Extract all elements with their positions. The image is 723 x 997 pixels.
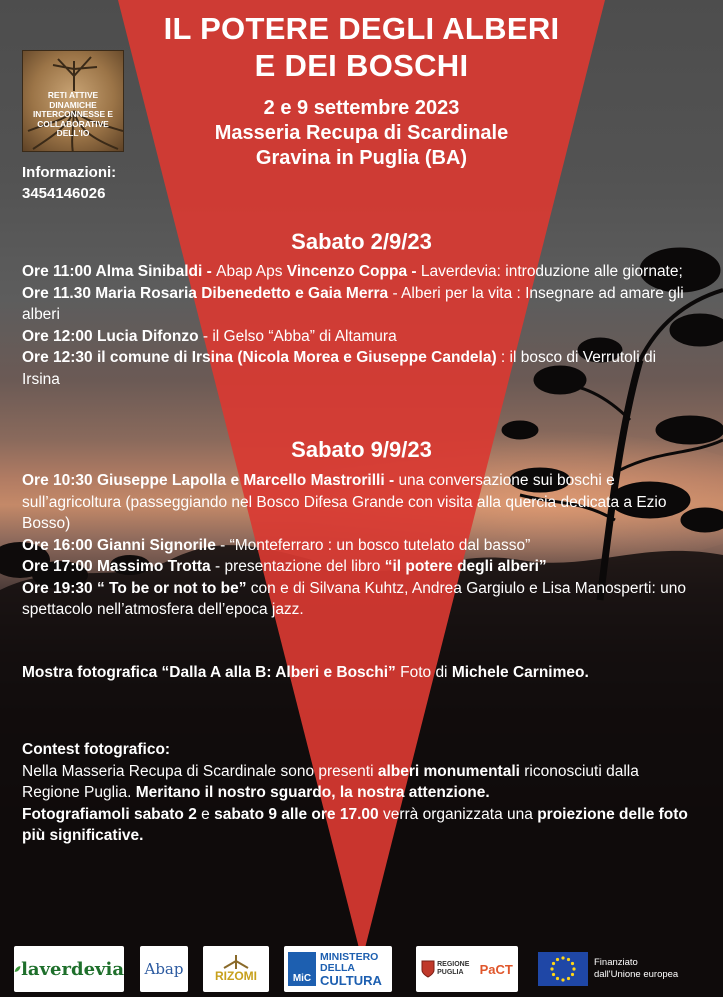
event-dates: 2 e 9 settembre 2023 <box>263 97 460 119</box>
eu-funding-logo: Finanziato dall'Unione europea <box>538 946 710 992</box>
mic-icon: MiC <box>288 952 316 986</box>
info-phone: 3454146026 <box>22 185 106 202</box>
info-contact <box>22 162 116 204</box>
venue-line1: Masseria Recupa di Scardinale <box>214 122 509 144</box>
page-title-line2: E DEI BOSCHI <box>254 48 469 83</box>
contest-paragraph-1: Nella Masseria Recupa di Scardinale sono presenti alberi monumentali riconosciuti dalla Regione Puglia. Meritano il nostro sguardo, la nostra attenzione. <box>22 762 639 801</box>
day2-event-1: Ore 10:30 Giuseppe Lapolla e Marcello Mastrorilli - una conversazione sui boschi e sull’agricoltura (passeggiando nel Bosco Difesa Grande con visita alla quercia dedicata a Ezio Bosso) <box>22 472 667 532</box>
page-title-line1: IL POTERE DEGLI ALBERI <box>163 11 560 46</box>
ministero-cultura-logo: MiC MINISTERO DELLA CULTURA <box>284 946 392 992</box>
day1-schedule <box>22 261 694 390</box>
contest-paragraph-2: Fotografiamoli sabato 2 e sabato 9 alle ore 17.00 verrà organizzata una proiezione delle foto più significative. <box>22 805 688 844</box>
day2-event-4: Ore 19:30 “ To be or not to be” con e di Silvana Kuhtz, Andrea Gargiulo e Lisa Manosperti: uno spettacolo nell’atmosfera dell’epoca jazz. <box>22 579 686 618</box>
rizomi-logo: RIZOMI <box>203 946 269 992</box>
day2-event-3: Ore 17:00 Massimo Trotta - presentazione del libro “il potere degli alberi” <box>22 558 547 575</box>
pact-logo: PaCT <box>479 961 513 977</box>
badge-text: RETI ATTIVE DINAMICHE INTERCONNESSE E COLLABORATIVE DELL'IO <box>32 90 114 139</box>
day2-title: Sabato 9/9/23 <box>291 437 432 462</box>
regione-crest-icon <box>421 960 435 978</box>
regione-puglia-logo: REGIONE PUGLIA PaCT <box>416 946 518 992</box>
photo-contest <box>22 739 696 847</box>
info-label: Informazioni: <box>22 164 117 181</box>
venue-line2: Gravina in Puglia (BA) <box>255 147 468 169</box>
day1-event-1: Ore 11:00 Alma Sinibaldi - Abap Aps Vincenzo Coppa - Laverdevia: introduzione alle giornate; <box>22 263 683 280</box>
day2-event-2: Ore 16:00 Gianni Signorile - “Monteferraro : un bosco tutelato dal basso” <box>22 536 531 554</box>
laverdevia-logo: laverdevia <box>14 946 124 992</box>
abap-logo: Abap <box>140 946 188 992</box>
leaf-icon <box>14 958 21 980</box>
roots-icon <box>218 955 254 969</box>
day1-event-4: Ore 12:30 il comune di Irsina (Nicola Morea e Giuseppe Candela) : il bosco di Verrutoli di Irsina <box>22 349 657 388</box>
day2-schedule <box>22 470 694 621</box>
contest-heading: Contest fotografico: <box>22 741 171 758</box>
reti-attive-badge <box>22 50 124 152</box>
day1-event-2: Ore 11.30 Maria Rosaria Dibenedetto e Gaia Merra - Alberi per la vita : Insegnare ad amare gli alberi <box>22 284 684 323</box>
day1-event-3: Ore 12:00 Lucia Difonzo - il Gelso “Abba” di Altamura <box>22 327 397 345</box>
day1-title: Sabato 2/9/23 <box>291 229 432 254</box>
eu-flag-icon <box>538 952 588 986</box>
photo-exhibition: Mostra fotografica “Dalla A alla B: Alberi e Boschi” Foto di Michele Carnimeo. <box>22 664 589 681</box>
